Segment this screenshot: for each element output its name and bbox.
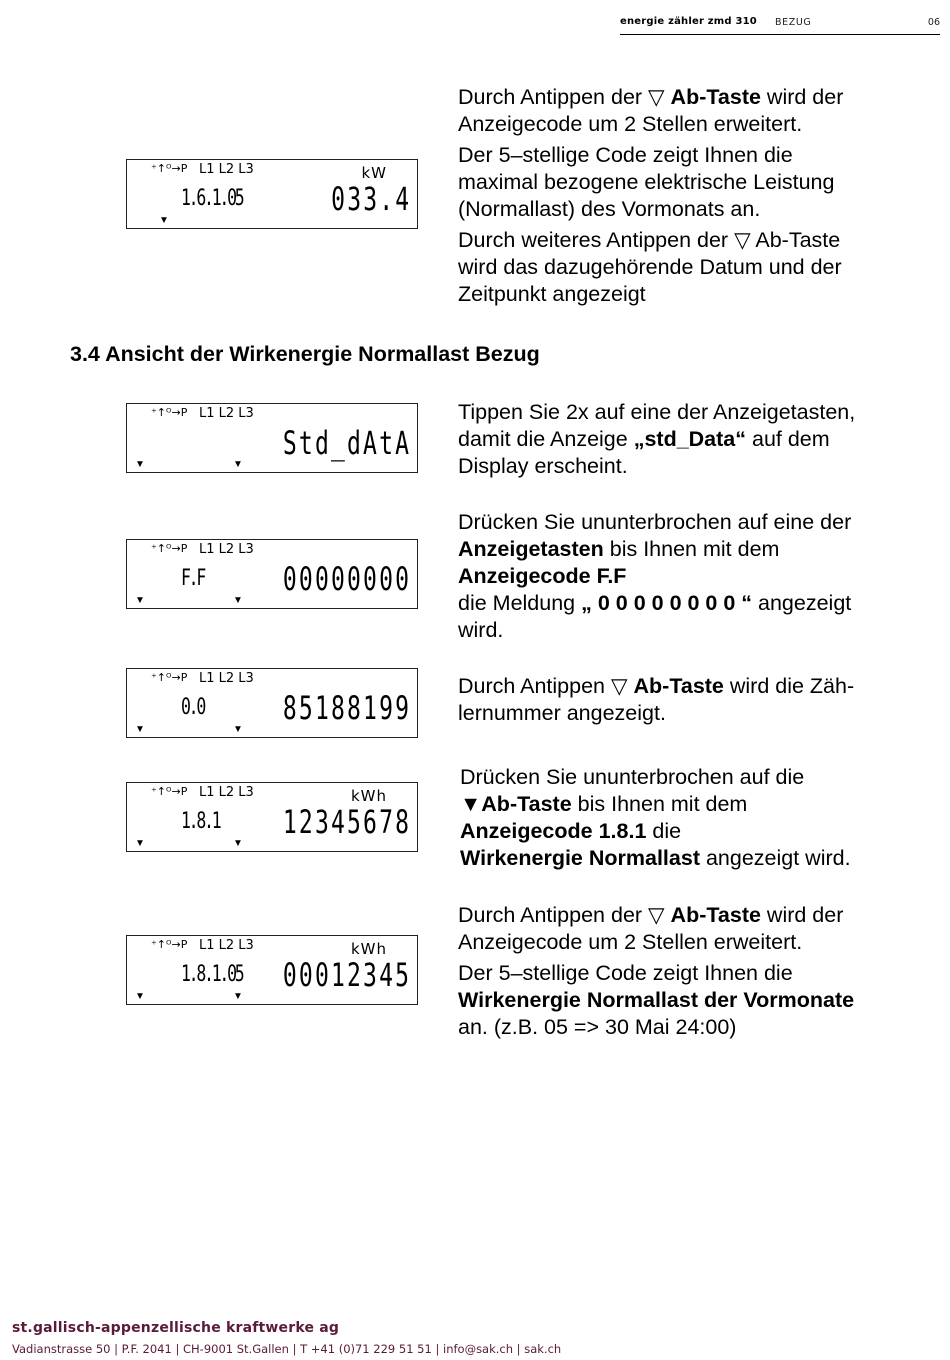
phase-indicators: L1 L2 L3 — [199, 671, 254, 686]
lcd-display — [126, 539, 418, 609]
text-block-4: Durch Antippen ▽ Ab-Taste wird die Zäh- lernummer angezeigt. — [458, 674, 855, 725]
lcd-code: 1.8.1.05 — [181, 962, 243, 987]
header-title: energie zähler zmd 310 — [620, 16, 757, 27]
lcd-code: 1.8.1 — [181, 809, 220, 834]
phase-indicators: L1 L2 L3 — [199, 785, 254, 800]
lcd-code: F.F — [181, 566, 205, 591]
triangle-marker-icon: ▼ — [135, 724, 145, 735]
text-block-1: Durch Antippen der ▽ Ab-Taste wird der Anzeigecode um 2 Stellen erweitert. Der 5–stellige Code zeigt Ihnen die maximal bezogene elektrische Leistung (Normallast) des Vormonats an. Durch weiteres Antippen der ▽ Ab-Taste wird das dazugehörende Datum und der Zeitpunkt angezeigt — [458, 85, 844, 306]
lcd-value: 85188199 — [282, 689, 411, 727]
text-block-2: Tippen Sie 2x auf eine der Anzeigetasten, damit die Anzeige „std_Data“ auf dem Display erscheint. — [458, 400, 856, 478]
triangle-marker-icon: ▼ — [233, 991, 243, 1002]
energy-direction-icon: ⁺↑ᴼ→P — [151, 785, 188, 798]
lcd-display — [126, 159, 418, 229]
lcd-value: 00012345 — [282, 956, 411, 994]
company-address: Vadianstrasse 50 | P.F. 2041 | CH-9001 St.Gallen | T +41 (0)71 229 51 51 | info@sak.ch | sak.ch — [12, 1342, 562, 1356]
text-block-3: Drücken Sie ununterbrochen auf eine der Anzeigetasten bis Ihnen mit dem Anzeigecode F.F die Meldung „ 0 0 0 0 0 0 0 0 “ angezeigt wird. — [458, 510, 852, 642]
company-name: st.gallisch-appenzellische kraftwerke ag — [12, 1320, 340, 1336]
triangle-marker-icon: ▼ — [233, 838, 243, 849]
triangle-marker-icon: ▼ — [135, 459, 145, 470]
phase-indicators: L1 L2 L3 — [199, 542, 254, 557]
lcd-unit: kWh — [350, 787, 387, 805]
triangle-marker-icon: ▼ — [233, 459, 243, 470]
energy-direction-icon: ⁺↑ᴼ→P — [151, 542, 188, 555]
section-heading: 3.4 Ansicht der Wirkenergie Normallast Bezug — [70, 342, 540, 366]
lcd-display — [126, 403, 418, 473]
lcd-display — [126, 668, 418, 738]
triangle-marker-icon: ▼ — [135, 595, 145, 606]
lcd-value: 12345678 — [282, 803, 411, 841]
lcd-unit: kWh — [350, 940, 387, 958]
text-block-6: Durch Antippen der ▽ Ab-Taste wird der Anzeigecode um 2 Stellen erweitert. Der 5–stellige Code zeigt Ihnen die Wirkenergie Normallast der Vormonate an. (z.B. 05 => 30 Mai 24:00) — [458, 903, 855, 1039]
phase-indicators: L1 L2 L3 — [199, 406, 254, 421]
lcd-value: 00000000 — [282, 560, 411, 598]
triangle-marker-icon: ▼ — [135, 991, 145, 1002]
page-number: 06 — [927, 17, 940, 28]
header-section: BEZUG — [775, 17, 812, 28]
triangle-marker-icon: ▼ — [233, 724, 243, 735]
phase-indicators: L1 L2 L3 — [199, 938, 254, 953]
energy-direction-icon: ⁺↑ᴼ→P — [151, 162, 188, 175]
lcd-display — [126, 782, 418, 852]
lcd-unit: kW — [361, 164, 387, 182]
header-rule — [620, 34, 940, 35]
triangle-marker-icon: ▼ — [159, 215, 169, 226]
lcd-value: 033.4 — [330, 180, 411, 218]
lcd-value: Std_dAtA — [282, 424, 411, 462]
page-header — [620, 14, 940, 34]
lcd-code: 0.0 — [181, 695, 205, 720]
phase-indicators: L1 L2 L3 — [199, 162, 254, 177]
energy-direction-icon: ⁺↑ᴼ→P — [151, 671, 188, 684]
triangle-marker-icon: ▼ — [233, 595, 243, 606]
lcd-display — [126, 935, 418, 1005]
text-block-5: Drücken Sie ununterbrochen auf die ▼Ab-Taste bis Ihnen mit dem Anzeigecode 1.8.1 die Wirkenergie Normallast angezeigt wird. — [460, 765, 851, 870]
energy-direction-icon: ⁺↑ᴼ→P — [151, 938, 188, 951]
energy-direction-icon: ⁺↑ᴼ→P — [151, 406, 188, 419]
triangle-marker-icon: ▼ — [135, 838, 145, 849]
lcd-code: 1.6.1.05 — [181, 186, 243, 211]
